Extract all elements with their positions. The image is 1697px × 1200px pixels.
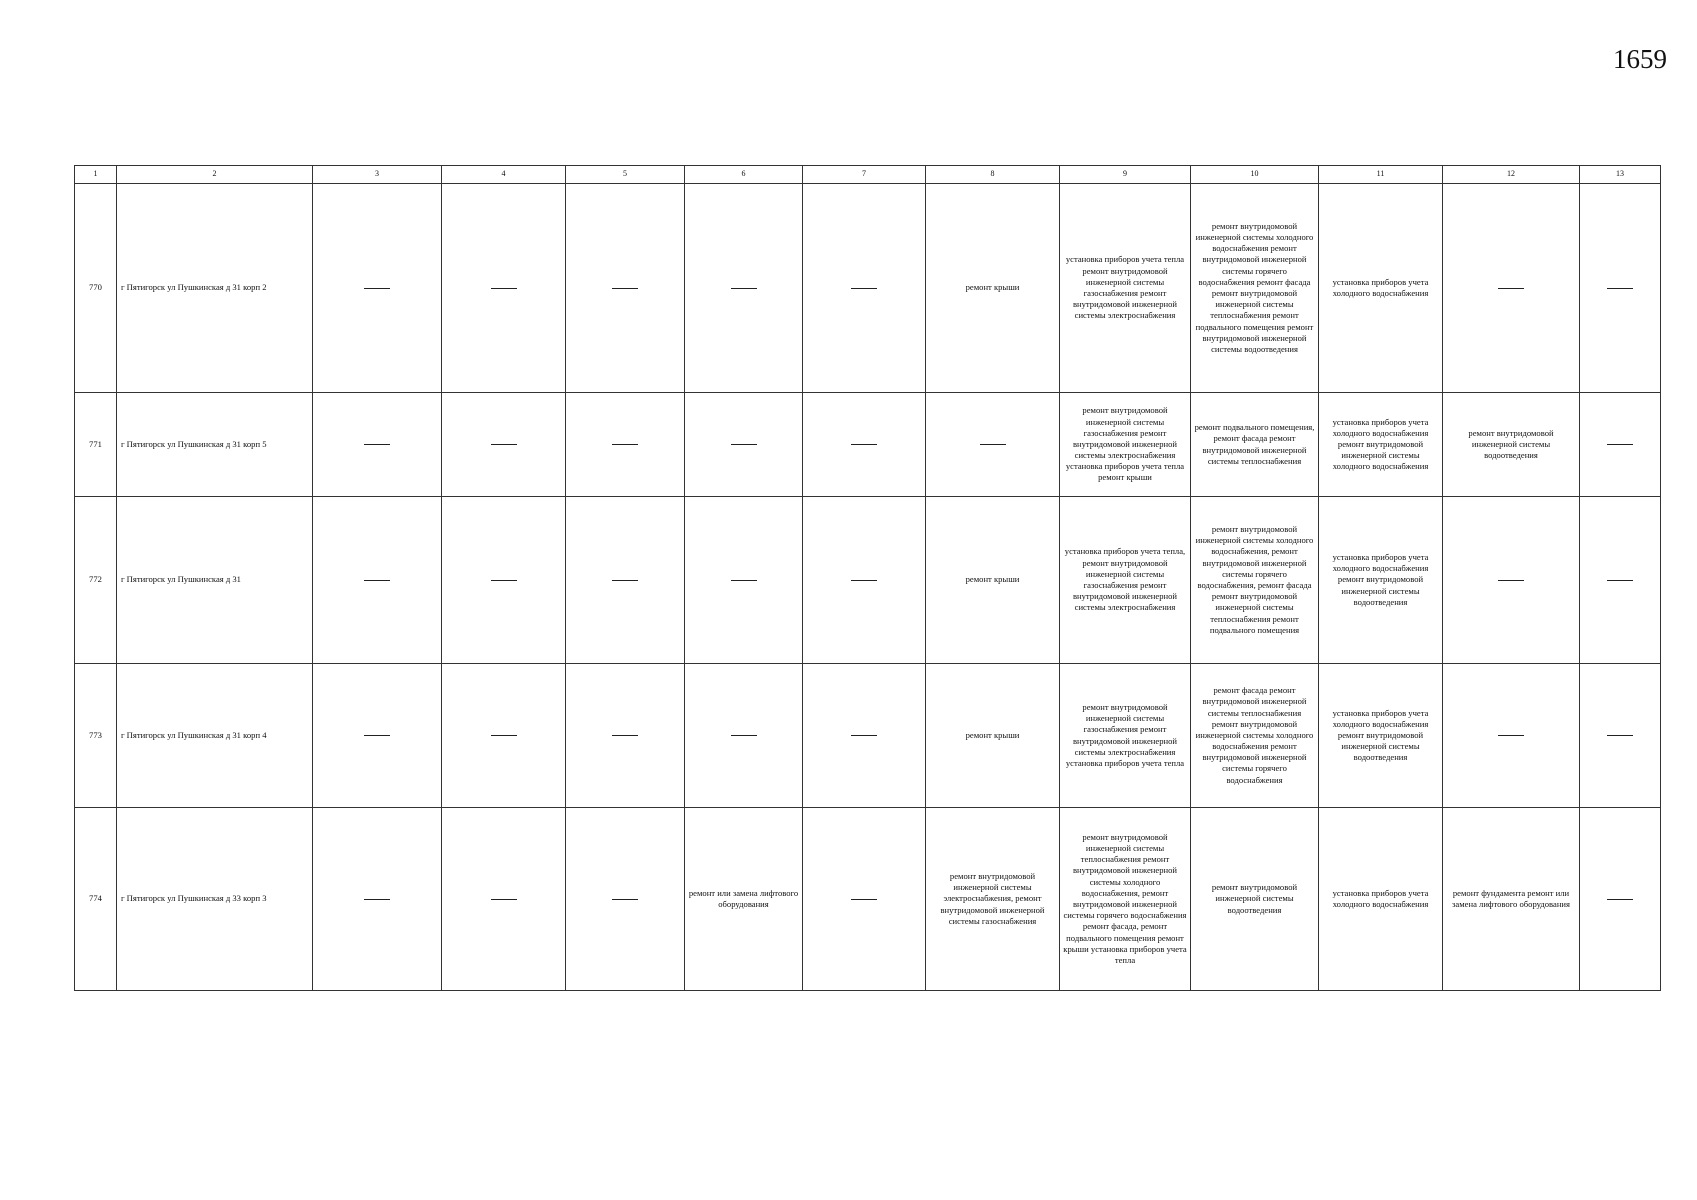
dash-mark [364, 580, 390, 581]
dash-mark [491, 735, 517, 736]
work-type-text: ремонт фундамента ремонт или замена лифтового оборудования [1452, 887, 1570, 909]
dash-mark [1607, 899, 1633, 900]
work-type-text: ремонт крыши [965, 729, 1020, 740]
work-type-text: ремонт внутридомовой инженерной системы холодного водоснабжения, ремонт внутридомовой инженерной системы горячего водоснабжения, ремонт фасада ремонт внутридомовой инженерной системы теплоснабжения ремонт подвального помещения [1195, 524, 1314, 635]
dash-mark [731, 288, 757, 289]
work-type-text: ремонт фасада ремонт внутридомовой инженерной системы теплоснабжения ремонт внутридомовой инженерной системы холодного водоснабжения ремонт внутридомовой инженерной системы горячего водоснабжения [1195, 685, 1314, 785]
column-number: 1 [75, 166, 117, 184]
work-type-cell [1191, 497, 1319, 664]
work-type-text: установка приборов учета холодного водоснабжения ремонт внутридомовой инженерной системы водоотведения [1332, 552, 1429, 607]
dash-mark [612, 444, 638, 445]
work-type-text: ремонт внутридомовой инженерной системы водоотведения [1211, 882, 1298, 915]
table-row [75, 808, 1661, 991]
dash-mark [1607, 444, 1633, 445]
column-number-row [75, 166, 1661, 184]
dash-mark [1498, 288, 1524, 289]
work-type-cell [1060, 497, 1191, 664]
empty-dash-cell [685, 664, 803, 808]
column-number: 12 [1443, 166, 1580, 184]
column-number: 4 [442, 166, 566, 184]
work-type-cell [1060, 184, 1191, 393]
table-row [75, 184, 1661, 393]
dash-mark [612, 288, 638, 289]
address-cell: г Пятигорск ул Пушкинская д 31 корп 4 [117, 664, 313, 808]
work-type-cell [1060, 664, 1191, 808]
address-cell: г Пятигорск ул Пушкинская д 33 корп 3 [117, 808, 313, 991]
work-type-text: ремонт внутридомовой инженерной системы теплоснабжения ремонт внутридомовой инженерной системы холодного водоснабжения, ремонт внутридомовой инженерной системы горячего водоснабжения ремонт фасада, ремонт подвального помещения ремонт крыши установка приборов учета тепла [1063, 831, 1187, 965]
empty-dash-cell [442, 184, 566, 393]
column-number: 8 [926, 166, 1060, 184]
work-type-cell [1060, 393, 1191, 497]
dash-mark [731, 580, 757, 581]
dash-mark [851, 580, 877, 581]
work-type-cell [1319, 664, 1443, 808]
work-type-cell [1191, 664, 1319, 808]
dash-mark [364, 288, 390, 289]
work-type-cell [1191, 808, 1319, 991]
empty-dash-cell [803, 664, 926, 808]
work-type-text: ремонт внутридомовой инженерной системы газоснабжения ремонт внутридомовой инженерной системы электроснабжения установка приборов учета тепла [1065, 701, 1185, 768]
empty-dash-cell [442, 808, 566, 991]
work-type-cell [1319, 497, 1443, 664]
dash-mark [364, 899, 390, 900]
column-number: 7 [803, 166, 926, 184]
row-number: 770 [75, 184, 117, 393]
work-type-cell [926, 808, 1060, 991]
column-number: 6 [685, 166, 803, 184]
empty-dash-cell [313, 184, 442, 393]
empty-dash-cell [313, 393, 442, 497]
empty-dash-cell [313, 497, 442, 664]
work-type-cell [926, 184, 1060, 393]
empty-dash-cell [566, 664, 685, 808]
work-type-cell [1319, 184, 1443, 393]
work-type-text: установка приборов учета холодного водоснабжения [1332, 276, 1429, 298]
empty-dash-cell [803, 184, 926, 393]
dash-mark [364, 444, 390, 445]
work-type-cell [926, 664, 1060, 808]
dash-mark [612, 580, 638, 581]
work-type-cell [1191, 393, 1319, 497]
empty-dash-cell [803, 808, 926, 991]
dash-mark [1607, 735, 1633, 736]
empty-dash-cell [685, 497, 803, 664]
work-type-text: установка приборов учета холодного водоснабжения ремонт внутридомовой инженерной системы водоотведения [1332, 707, 1429, 763]
dash-mark [364, 735, 390, 736]
dash-mark [851, 288, 877, 289]
empty-dash-cell [1580, 808, 1661, 991]
row-number: 774 [75, 808, 117, 991]
work-type-cell [685, 808, 803, 991]
dash-mark [612, 899, 638, 900]
repair-schedule-table [74, 165, 1661, 991]
dash-mark [1607, 288, 1633, 289]
work-type-text: ремонт крыши [965, 282, 1020, 293]
work-type-cell [1319, 393, 1443, 497]
empty-dash-cell [1580, 184, 1661, 393]
empty-dash-cell [566, 497, 685, 664]
dash-mark [980, 444, 1006, 445]
empty-dash-cell [442, 664, 566, 808]
work-type-text: ремонт крыши [965, 574, 1020, 585]
work-type-cell [1060, 808, 1191, 991]
empty-dash-cell [803, 497, 926, 664]
work-type-text: ремонт внутридомовой инженерной системы газоснабжения ремонт внутридомовой инженерной системы электроснабжения установка приборов учета тепла ремонт крыши [1065, 405, 1185, 483]
dash-mark [731, 444, 757, 445]
work-type-cell [1319, 808, 1443, 991]
column-number: 11 [1319, 166, 1443, 184]
column-number: 3 [313, 166, 442, 184]
empty-dash-cell [685, 393, 803, 497]
empty-dash-cell [1443, 664, 1580, 808]
dash-mark [491, 899, 517, 900]
row-number: 773 [75, 664, 117, 808]
row-number: 771 [75, 393, 117, 497]
column-number: 2 [117, 166, 313, 184]
empty-dash-cell [685, 184, 803, 393]
dash-mark [731, 735, 757, 736]
work-type-cell [1443, 808, 1580, 991]
empty-dash-cell [313, 664, 442, 808]
address-cell: г Пятигорск ул Пушкинская д 31 [117, 497, 313, 664]
dash-mark [491, 444, 517, 445]
work-type-text: установка приборов учета тепла ремонт внутридомовой инженерной системы газоснабжения ремонт внутридомовой инженерной системы электроснабжения [1065, 254, 1185, 321]
work-type-cell [1191, 184, 1319, 393]
work-type-text: установка приборов учета тепла, ремонт внутридомовой инженерной системы газоснабжения ремонт внутридомовой инженерной системы электроснабжения [1064, 546, 1186, 613]
table-row [75, 664, 1661, 808]
row-number: 772 [75, 497, 117, 664]
dash-mark [1498, 735, 1524, 736]
empty-dash-cell [442, 497, 566, 664]
work-type-cell [926, 497, 1060, 664]
work-type-cell [1443, 393, 1580, 497]
dash-mark [851, 444, 877, 445]
work-type-text: установка приборов учета холодного водоснабжения ремонт внутридомовой инженерной системы холодного водоснабжения [1332, 416, 1429, 472]
column-number: 5 [566, 166, 685, 184]
table-row [75, 497, 1661, 664]
work-type-text: ремонт внутридомовой инженерной системы электроснабжения, ремонт внутридомовой инженерной системы газоснабжения [940, 871, 1045, 926]
empty-dash-cell [926, 393, 1060, 497]
work-type-text: ремонт подвального помещения, ремонт фасада ремонт внутридомовой инженерной системы теплоснабжения [1194, 422, 1315, 466]
column-number: 10 [1191, 166, 1319, 184]
work-type-text: ремонт внутридомовой инженерной системы водоотведения [1468, 427, 1554, 461]
empty-dash-cell [1443, 497, 1580, 664]
dash-mark [612, 735, 638, 736]
address-cell: г Пятигорск ул Пушкинская д 31 корп 5 [117, 393, 313, 497]
column-number: 13 [1580, 166, 1661, 184]
empty-dash-cell [1443, 184, 1580, 393]
empty-dash-cell [1580, 664, 1661, 808]
empty-dash-cell [566, 808, 685, 991]
empty-dash-cell [566, 184, 685, 393]
empty-dash-cell [1580, 497, 1661, 664]
empty-dash-cell [313, 808, 442, 991]
address-cell: г Пятигорск ул Пушкинская д 31 корп 2 [117, 184, 313, 393]
dash-mark [491, 288, 517, 289]
work-type-text: ремонт или замена лифтового оборудования [688, 887, 799, 909]
empty-dash-cell [803, 393, 926, 497]
dash-mark [491, 580, 517, 581]
dash-mark [851, 899, 877, 900]
empty-dash-cell [442, 393, 566, 497]
dash-mark [1498, 580, 1524, 581]
column-number: 9 [1060, 166, 1191, 184]
empty-dash-cell [566, 393, 685, 497]
table-row [75, 393, 1661, 497]
empty-dash-cell [1580, 393, 1661, 497]
page-number: 1659 [1613, 44, 1667, 74]
table-body [75, 184, 1661, 991]
work-type-text: установка приборов учета холодного водоснабжения [1332, 887, 1429, 909]
dash-mark [851, 735, 877, 736]
dash-mark [1607, 580, 1633, 581]
work-type-text: ремонт внутридомовой инженерной системы холодного водоснабжения ремонт внутридомовой инженерной системы горячего водоснабжения ремонт фасада ремонт внутридомовой инженерной системы теплоснабжения ремонт подвального помещения ремонт внутридомовой инженерной системы водоотведения [1195, 220, 1314, 354]
